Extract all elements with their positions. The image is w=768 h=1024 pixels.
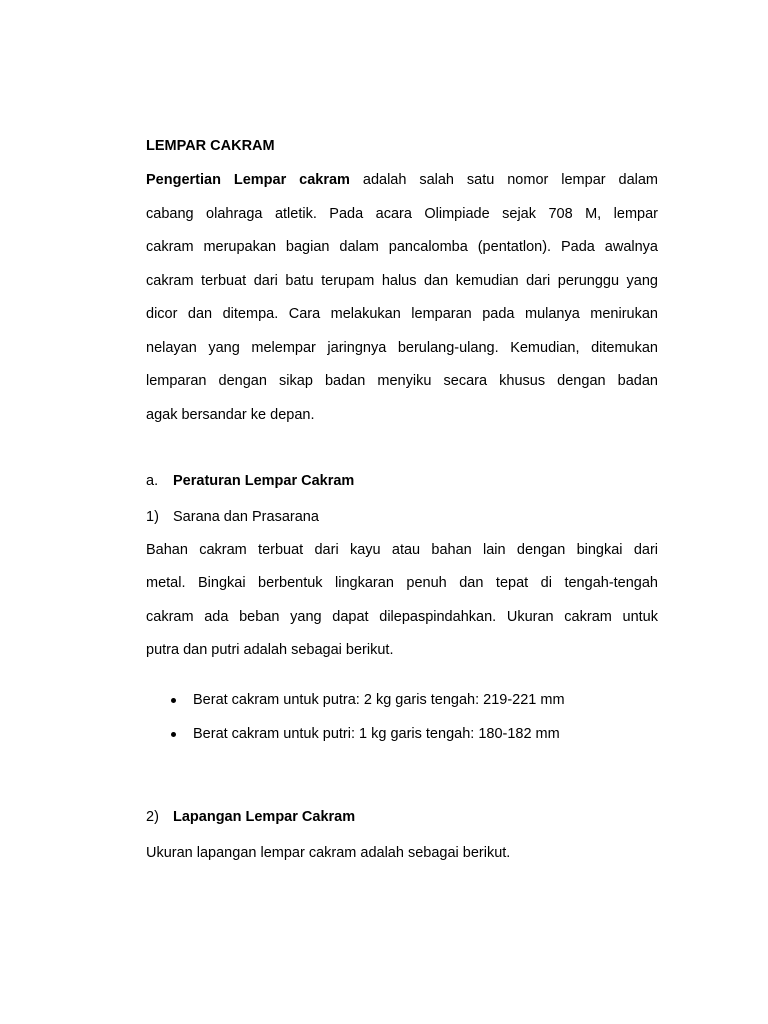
intro-line: lemparan dengan sikap badan menyiku secara khusus dengan badan [146, 373, 658, 389]
subsection-title: Lapangan Lempar Cakram [173, 809, 356, 825]
bullet-icon [171, 698, 176, 703]
document-page [146, 0, 658, 1024]
subsection-marker: 2) [146, 809, 159, 825]
section-marker: a. [146, 473, 159, 489]
subsection-marker: 1) [146, 509, 159, 525]
section-title: Peraturan Lempar Cakram [173, 473, 355, 489]
list-item [146, 724, 658, 744]
bullet-icon [171, 732, 176, 737]
subsection-title: Sarana dan Prasarana [173, 509, 319, 525]
intro-line-text: adalah salah satu nomor lempar dalam [362, 172, 658, 188]
body-line: metal. Bingkai berbentuk lingkaran penuh dan tepat di tengah-tengah [146, 575, 658, 591]
body-line: Ukuran lapangan lempar cakram adalah sebagai berikut. [146, 845, 511, 861]
subsection-heading [146, 507, 658, 527]
intro-line: cabang olahraga atletik. Pada acara Olimpiade sejak 708 M, lempar [146, 206, 658, 222]
body-line: putra dan putri adalah sebagai berikut. [146, 642, 394, 658]
section-heading [146, 471, 658, 491]
intro-line [146, 170, 658, 190]
list-item-text: Berat cakram untuk putri: 1 kg garis tengah: 180-182 mm [193, 726, 560, 742]
page-title: LEMPAR CAKRAM [146, 138, 275, 154]
intro-line: nelayan yang melempar jaringnya berulang-ulang. Kemudian, ditemukan [146, 340, 658, 356]
intro-line: cakram merupakan bagian dalam pancalomba (pentatlon). Pada awalnya [146, 239, 658, 255]
list-item-text: Berat cakram untuk putra: 2 kg garis tengah: 219-221 mm [193, 692, 565, 708]
intro-line: agak bersandar ke depan. [146, 407, 315, 423]
body-line: Bahan cakram terbuat dari kayu atau bahan lain dengan bingkai dari [146, 542, 658, 558]
intro-line: dicor dan ditempa. Cara melakukan lemparan pada mulanya menirukan [146, 306, 658, 322]
subsection-heading [146, 807, 658, 827]
list-item [146, 690, 658, 710]
body-line: cakram ada beban yang dapat dilepaspindahkan. Ukuran cakram untuk [146, 609, 658, 625]
intro-lead-term: Pengertian Lempar cakram [146, 172, 350, 188]
intro-line: cakram terbuat dari batu terupam halus dan kemudian dari perunggu yang [146, 273, 658, 289]
